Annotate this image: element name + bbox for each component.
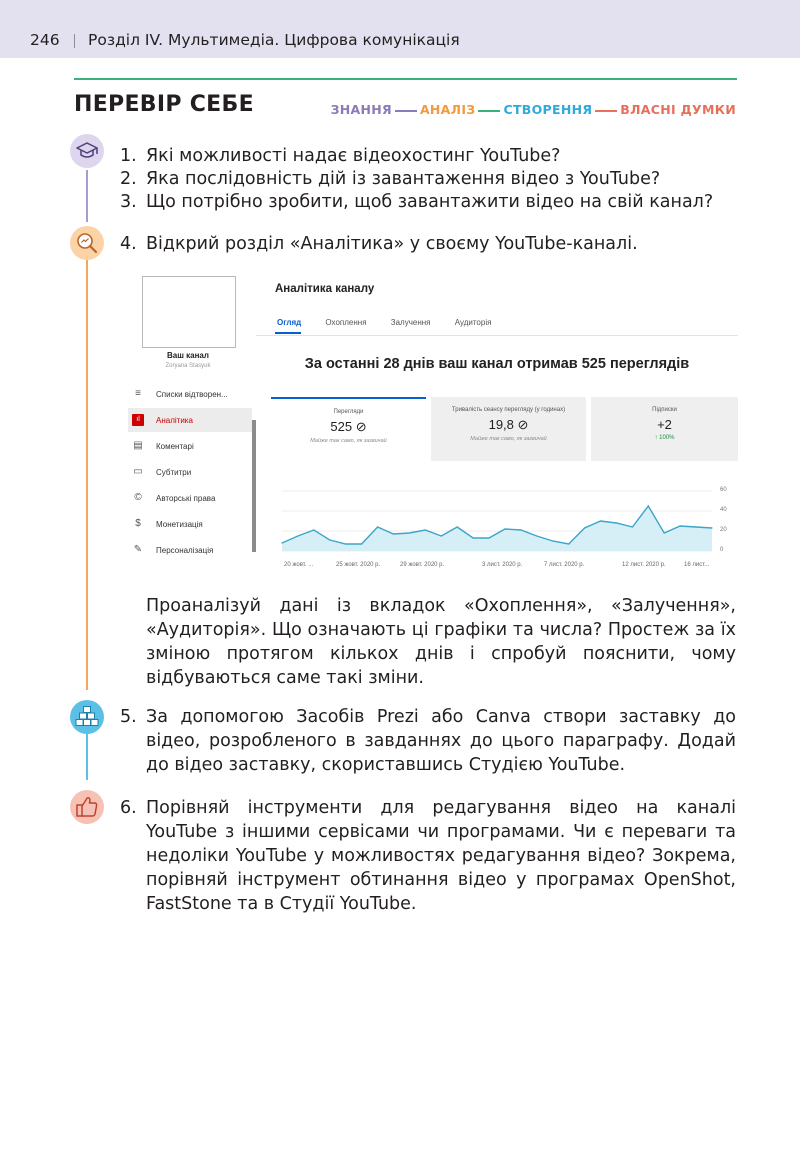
- chart-point: [584, 527, 585, 528]
- nav-label: Списки відтворен...: [156, 390, 228, 399]
- nav-playlists[interactable]: [128, 382, 252, 406]
- level-opinion: ВЛАСНІ ДУМКИ: [620, 102, 736, 117]
- question-number: 4.: [120, 234, 137, 254]
- creation-line: [86, 734, 88, 780]
- nav-comments[interactable]: [128, 434, 252, 458]
- chart-point: [457, 526, 458, 527]
- chart-point: [297, 535, 298, 536]
- stats-cards: [271, 397, 738, 461]
- x-tick-label: 29 жовт. 2020 р.: [400, 562, 445, 568]
- channel-label: Ваш канал: [167, 351, 209, 360]
- nav-copyright[interactable]: [128, 486, 252, 510]
- level-creation: СТВОРЕННЯ: [503, 102, 593, 117]
- chart-point: [695, 526, 696, 527]
- stat-note: Майже так само, як зазвичай: [310, 438, 387, 444]
- tabs-divider: [256, 335, 738, 336]
- question-number: 6.: [120, 798, 137, 818]
- chart-point: [648, 505, 649, 506]
- question-number: 5.: [120, 707, 137, 727]
- section-divider: [74, 78, 737, 80]
- chart-point: [504, 528, 505, 529]
- question-4-paragraph: Проаналізуй дані із вкладок «Охоплення», «Залучення», «Аудиторія». Що означають ці графіки та числа? Простеж за їх зміною протягом кількох днів і спробуй пояснити, чому відбуваються саме такі зміни.: [146, 596, 736, 688]
- stat-label: Підписки: [652, 407, 677, 413]
- x-tick-label: 25 жовт. 2020 р.: [336, 562, 381, 568]
- chapter-title: Розділ IV. Мультимедіа. Цифрова комунікація: [88, 31, 460, 49]
- nav-label: Аналітика: [156, 416, 193, 425]
- level-knowledge: ЗНАННЯ: [330, 102, 392, 117]
- blocks-icon: [70, 700, 104, 734]
- sidebar-scrollbar[interactable]: [252, 420, 256, 552]
- chart-point: [632, 526, 633, 527]
- chart-point: [441, 535, 442, 536]
- question-text: Яка послідовність дій із завантаження відео з YouTube?: [146, 169, 661, 189]
- analysis-line: [86, 260, 88, 690]
- chart-point: [345, 543, 346, 544]
- stat-label: Тривалість сеансу перегляду (у годинах): [451, 407, 566, 413]
- chart-point: [616, 522, 617, 523]
- tab-audience[interactable]: Аудиторія: [454, 318, 492, 327]
- analytics-screenshot: [128, 274, 738, 578]
- question-4: [120, 233, 638, 256]
- chart-point: [680, 525, 681, 526]
- question-text: Порівняй інструменти для редагування відео на каналі YouTube з іншими сервісами чи програмами. Чи є переваги та недоліки YouTube у можливостях редагування відео? Зокрема, порівняй інструмент обтинання відео у програмах OpenShot, FastStone та в Студії YouTube.: [146, 798, 736, 914]
- chart-point: [664, 532, 665, 533]
- chart-point: [361, 543, 362, 544]
- section-title: ПЕРЕВІР СЕБЕ: [74, 92, 254, 117]
- chart-point: [329, 539, 330, 540]
- dollar-icon: $: [135, 518, 141, 529]
- stat-value: 19,8 ⊘: [488, 417, 529, 432]
- stat-card-watch-time[interactable]: [431, 397, 586, 461]
- magnifier-chart-icon: [70, 226, 104, 260]
- analytics-title: Аналітика каналу: [275, 283, 375, 295]
- tab-overview[interactable]: Огляд: [277, 318, 302, 327]
- question-number: 1.: [120, 146, 137, 166]
- question-1: [120, 145, 560, 168]
- subtitles-icon: ▭: [133, 466, 143, 477]
- x-tick-label: 3 лист. 2020 р.: [482, 562, 523, 568]
- chart-point: [488, 537, 489, 538]
- level-dash: [595, 110, 617, 112]
- y-tick-label: 60: [720, 487, 727, 493]
- chart-point: [473, 537, 474, 538]
- chart-point: [313, 529, 314, 530]
- levels-legend: [331, 102, 736, 117]
- analytics-icon: ıl: [132, 414, 144, 426]
- views-chart: [278, 484, 718, 558]
- stat-card-subscribers[interactable]: [591, 397, 738, 461]
- copyright-icon: ©: [134, 492, 142, 503]
- question-number: 2.: [120, 169, 137, 189]
- page-number: 246: [30, 31, 60, 49]
- chart-point: [393, 533, 394, 534]
- analytics-tabs: [277, 318, 513, 327]
- active-tab-indicator: [275, 332, 301, 334]
- chart-point: [711, 527, 712, 528]
- header-separator: [74, 34, 75, 48]
- y-tick-label: 0: [720, 547, 724, 553]
- nav-monetization[interactable]: [128, 512, 252, 536]
- studio-sidebar: [128, 274, 256, 578]
- level-dash: [395, 110, 417, 112]
- level-dash: [478, 110, 500, 112]
- y-tick-label: 40: [720, 507, 727, 513]
- nav-analytics[interactable]: [128, 408, 252, 432]
- tab-reach[interactable]: Охоплення: [325, 318, 367, 327]
- nav-label: Субтитри: [156, 468, 192, 477]
- page-header: [0, 0, 800, 58]
- chart-point: [409, 532, 410, 533]
- nav-label: Персоналізація: [156, 546, 214, 555]
- stat-value: +2: [657, 417, 672, 432]
- question-text: Які можливості надає відеохостинг YouTube?: [146, 146, 561, 166]
- x-tick-label: 12 лист. 2020 р.: [622, 562, 666, 568]
- nav-label: Монетизація: [156, 520, 203, 529]
- stat-note: Майже так само, як зазвичай: [470, 436, 547, 442]
- knowledge-line: [86, 170, 88, 222]
- chart-point: [568, 543, 569, 544]
- question-text: За допомогою Засобів Prezi або Canva створи заставку до відео, розробленого в завданнях до цього параграфу. Додай до відео заставку, скориставшись Студією YouTube.: [146, 707, 736, 775]
- question-text: Що потрібно зробити, щоб завантажити відео на свій канал?: [146, 192, 714, 212]
- analytics-headline: За останні 28 днів ваш канал отримав 525 переглядів: [304, 356, 690, 372]
- graduation-cap-icon: [70, 134, 104, 168]
- chart-point: [600, 520, 601, 521]
- level-analysis: АНАЛІЗ: [419, 102, 476, 117]
- stat-value: 525 ⊘: [330, 419, 367, 434]
- chart-point: [552, 540, 553, 541]
- y-tick-label: 20: [720, 527, 727, 533]
- question-text: Відкрий розділ «Аналітика» у своєму YouTube-каналі.: [146, 234, 638, 254]
- thumbs-up-icon: [70, 790, 104, 824]
- comments-icon: ▤: [133, 440, 143, 451]
- nav-customization[interactable]: [128, 538, 252, 562]
- nav-subtitles[interactable]: [128, 460, 252, 484]
- chart-point: [425, 529, 426, 530]
- stat-note: ↑ 100%: [654, 435, 675, 441]
- question-number: 3.: [120, 192, 137, 212]
- x-tick-label: 7 лист. 2020 р.: [544, 562, 585, 568]
- magic-wand-icon: ✎: [133, 544, 143, 555]
- chart-point: [520, 529, 521, 530]
- x-tick-label: 20 жовт. ...: [284, 562, 314, 568]
- chart-point: [377, 526, 378, 527]
- playlist-icon: ≡: [135, 388, 141, 399]
- channel-user: Zoryana Stasyuk: [165, 363, 211, 369]
- stat-card-views[interactable]: [271, 397, 426, 463]
- question-3: [120, 191, 713, 214]
- nav-label: Авторські права: [156, 494, 216, 503]
- stat-label: Перегляди: [333, 409, 364, 415]
- tab-engagement[interactable]: Залучення: [390, 318, 431, 327]
- chart-point: [536, 535, 537, 536]
- chart-point: [281, 542, 282, 543]
- question-2: [120, 168, 660, 191]
- x-tick-label: 16 лист...: [684, 562, 710, 568]
- channel-thumbnail: [142, 276, 236, 348]
- nav-label: Коментарі: [156, 442, 194, 451]
